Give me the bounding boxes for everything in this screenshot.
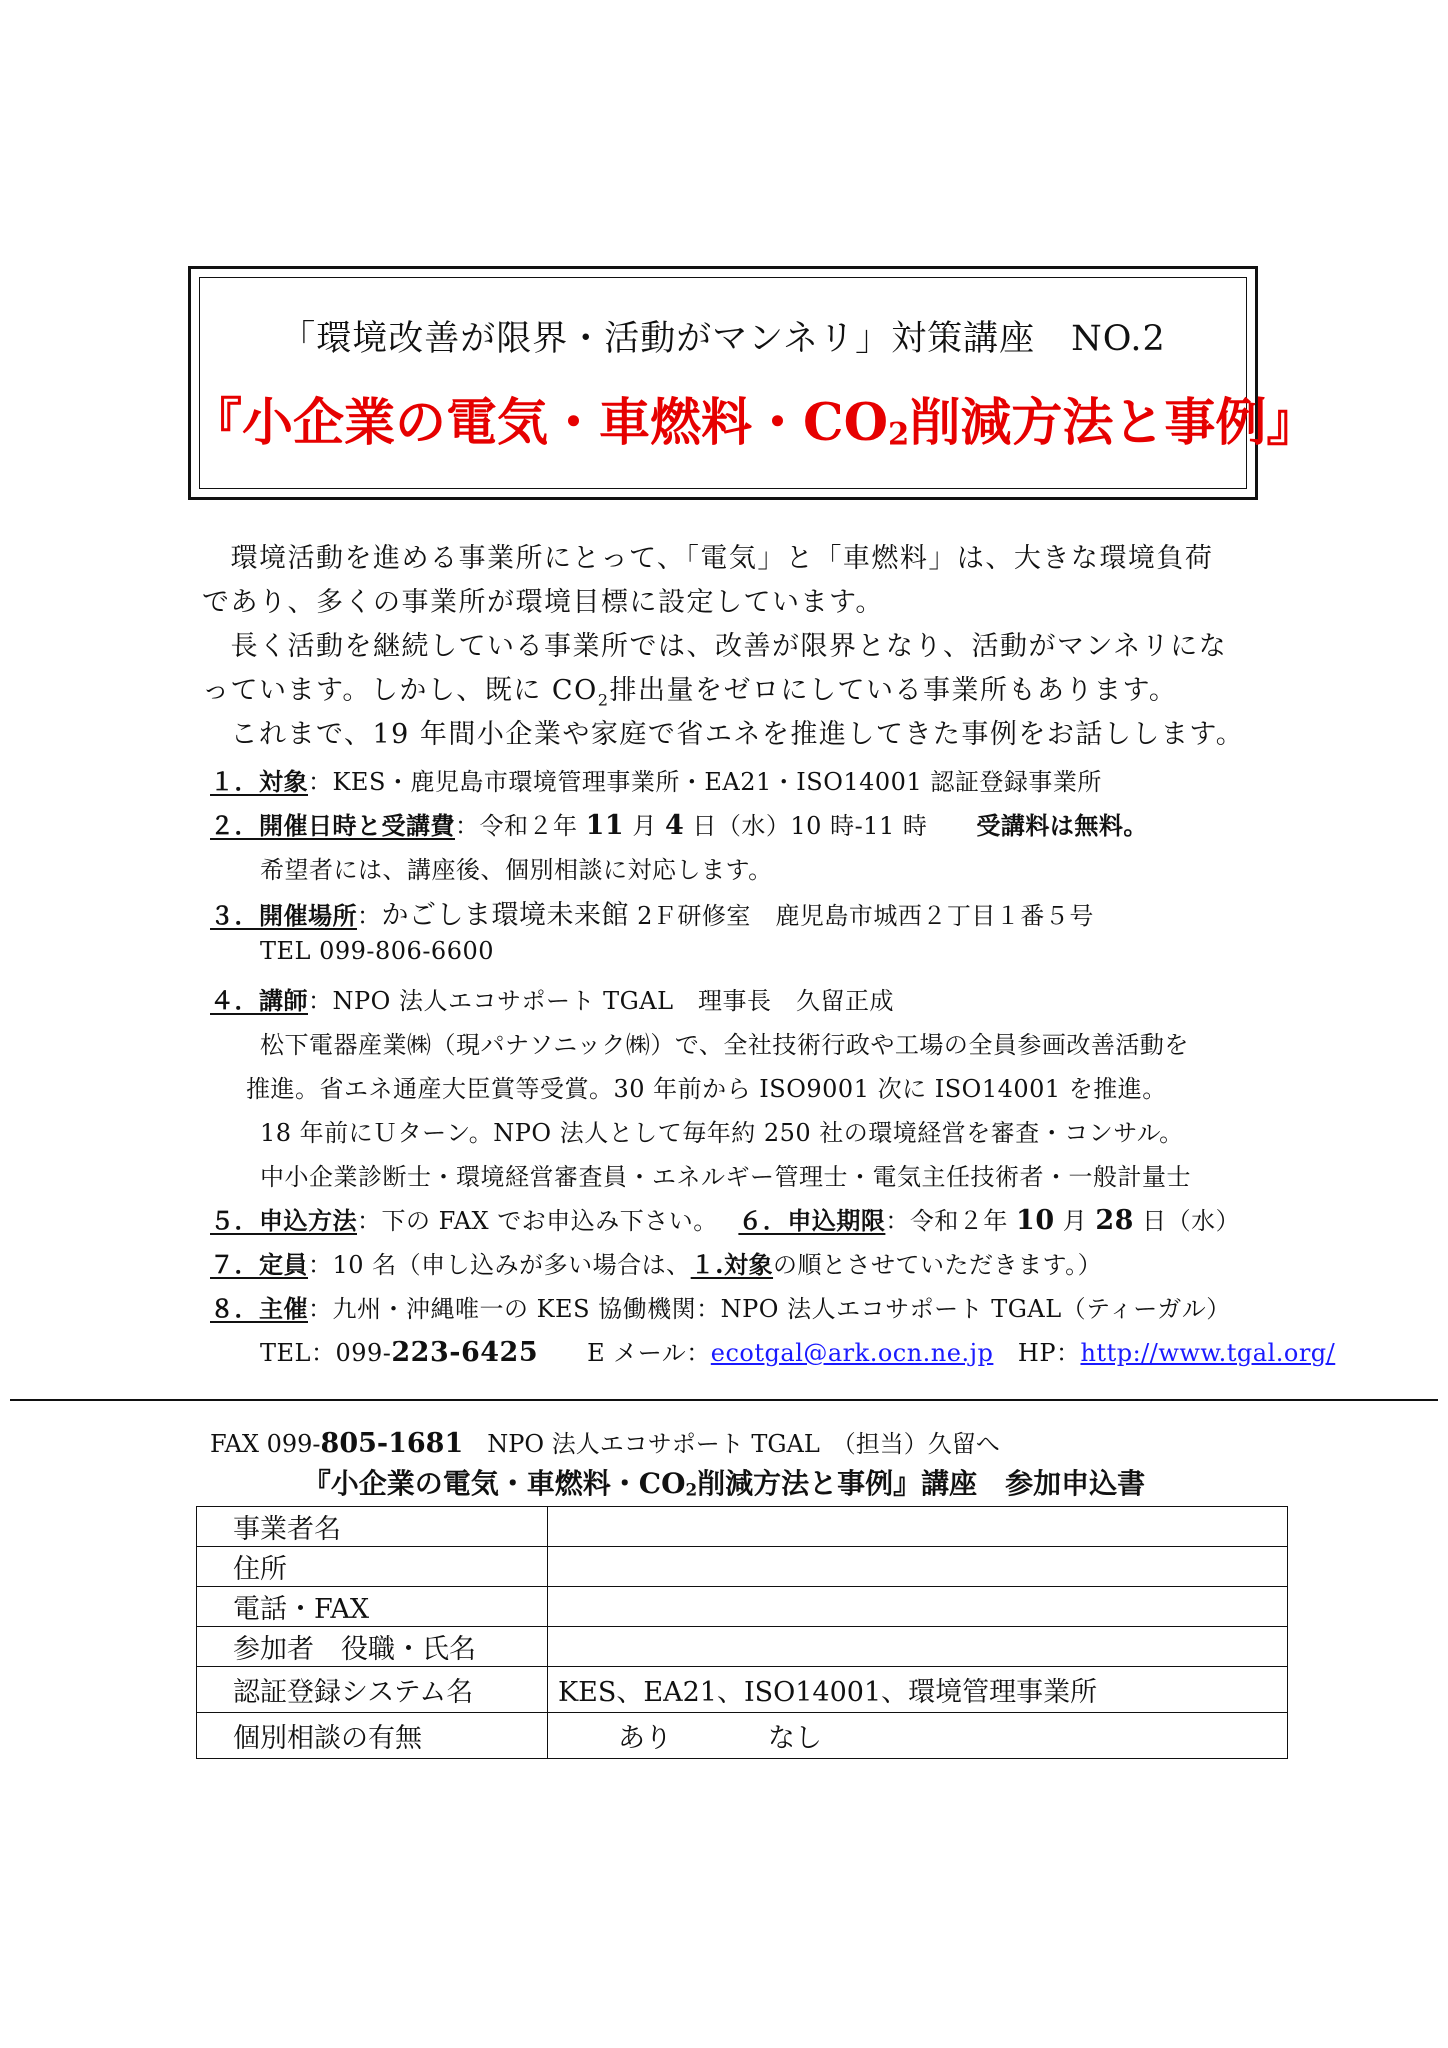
item-3-venue: ３．開催場所：かごしま環境未来館 2Ｆ研修室 鹿児島市城西２丁目１番５号 bbox=[210, 900, 1094, 931]
email-link[interactable]: ecotgal@ark.ocn.ne.jp bbox=[710, 1339, 994, 1367]
course-series-title: 「環境改善が限界・活動がマンネリ」対策講座 NO.2 bbox=[280, 319, 1166, 359]
form-label-participant: 参加者 役職・氏名 bbox=[197, 1627, 548, 1667]
form-row-participant bbox=[197, 1627, 1288, 1667]
address-field[interactable] bbox=[548, 1547, 1288, 1587]
item-3-tel: TEL 099-806-6600 bbox=[260, 937, 495, 965]
item-5-6-application: ５．申込方法：下の FAX でお申込み下さい。 ６．申込期限：令和２年 10 月 28 日（水） bbox=[210, 1205, 1241, 1236]
intro-paragraph-1: 環境活動を進める事業所にとって、「電気」と「車燃料」は、大きな環境負荷 であり、多くの事業所が環境目標に設定しています。 bbox=[202, 543, 1214, 618]
application-form-title: 『小企業の電気・車燃料・$CO_2$削減方法と事例』講座 参加申込書 bbox=[302, 1467, 1146, 1500]
item-4-profile-4: 中小企業診断士・環境経営審査員・エネルギー管理士・電気主任技術者・一般計量士 bbox=[260, 1163, 1191, 1191]
company-name-field[interactable] bbox=[548, 1507, 1288, 1547]
consult-option-yes[interactable]: あり bbox=[618, 1723, 672, 1754]
form-label-consult: 個別相談の有無 bbox=[197, 1713, 548, 1759]
participant-field[interactable] bbox=[548, 1627, 1288, 1667]
item-2-datetime-fee: ２．開催日時と受講費：令和２年 11 月 4 日（水）10 時-11 時 受講料は無料。 bbox=[210, 810, 1148, 841]
cut-line bbox=[10, 1399, 1438, 1401]
intro-paragraph-2: 長く活動を継続している事業所では、改善が限界となり、活動がマンネリにな っています。しかし、既に $CO_2$排出量をゼロにしている事業所もあります。 bbox=[202, 631, 1228, 710]
application-form-table bbox=[196, 1506, 1288, 1759]
form-row-company bbox=[197, 1507, 1288, 1547]
course-main-title: 『小企業の電気・車燃料・$CO_2$削減方法と事例』 bbox=[191, 393, 1318, 453]
item-8-organizer: ８．主催：九州・沖縄唯一の KES 協働機関：NPO 法人エコサポート TGAL（ティーガル） bbox=[210, 1294, 1231, 1323]
form-row-system bbox=[197, 1667, 1288, 1713]
item-7-capacity: ７．定員：10 名（申し込みが多い場合は、１.対象の順とさせていただきます。） bbox=[210, 1250, 1103, 1279]
consult-options bbox=[548, 1713, 1288, 1759]
form-row-phone bbox=[197, 1587, 1288, 1627]
form-label-company: 事業者名 bbox=[197, 1507, 548, 1547]
form-row-consult bbox=[197, 1713, 1288, 1759]
fax-header: FAX 099-805-1681 NPO 法人エコサポート TGAL （担当）久留へ bbox=[210, 1428, 1000, 1459]
item-2-note: 希望者には、講座後、個別相談に対応します。 bbox=[260, 856, 773, 884]
form-label-phone: 電話・FAX bbox=[197, 1587, 548, 1627]
system-options[interactable]: KES、EA21、ISO14001、環境管理事業所 bbox=[548, 1667, 1288, 1713]
form-row-address bbox=[197, 1547, 1288, 1587]
item-8-contact: TEL：099-223-6425 E メール：ecotgal@ark.ocn.ne.jp HP：http://www.tgal.org/ bbox=[260, 1337, 1336, 1368]
item-1-target: １．対象：KES・鹿児島市環境管理事業所・EA21・ISO14001 認証登録事業所 bbox=[210, 767, 1102, 796]
item-4-lecturer: ４．講師：NPO 法人エコサポート TGAL 理事長 久留正成 bbox=[210, 986, 895, 1015]
form-label-address: 住所 bbox=[197, 1547, 548, 1587]
item-4-profile-1: 松下電器産業㈱（現パナソニック㈱）で、全社技術行政や工場の全員参画改善活動を bbox=[260, 1031, 1189, 1059]
phone-fax-field[interactable] bbox=[548, 1587, 1288, 1627]
intro-paragraph-3: これまで、19 年間小企業や家庭で省エネを推進してきた事例をお話しします。 bbox=[202, 719, 1245, 750]
item-4-profile-2: 推進。省エネ通産大臣賞等受賞。30 年前から ISO9001 次に ISO14001 を推進。 bbox=[246, 1075, 1167, 1103]
consult-option-no[interactable]: なし bbox=[768, 1723, 822, 1754]
item-4-profile-3: 18 年前にＵターン。NPO 法人として毎年約 250 社の環境経営を審査・コンサル。 bbox=[260, 1119, 1184, 1147]
title-box bbox=[188, 266, 1318, 500]
form-label-system: 認証登録システム名 bbox=[197, 1667, 548, 1713]
homepage-link[interactable]: http://www.tgal.org/ bbox=[1080, 1339, 1336, 1367]
